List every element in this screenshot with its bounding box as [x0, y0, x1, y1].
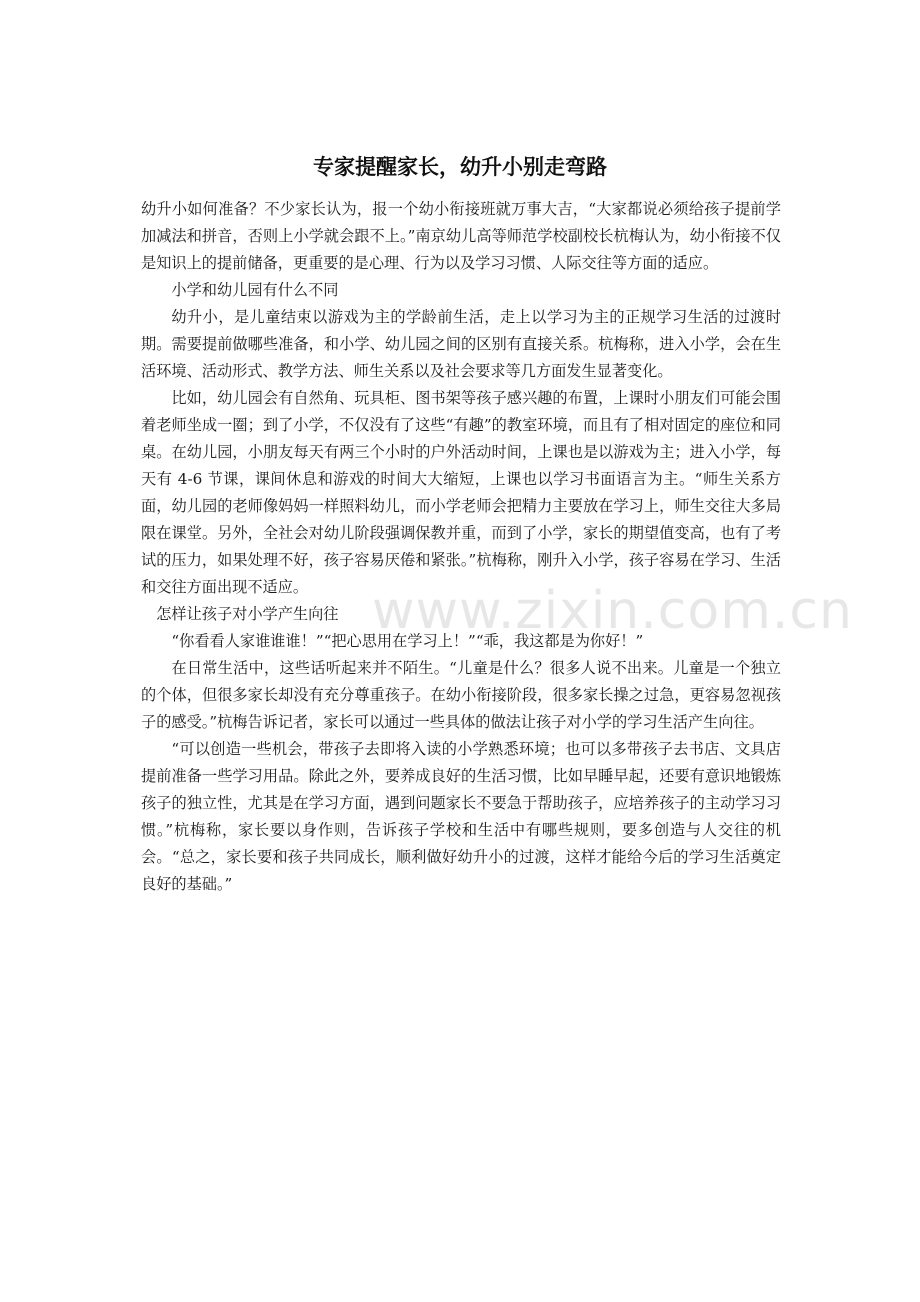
paragraph-daily-life: 在日常生活中，这些话听起来并不陌生。“儿童是什么？很多人说不出来。儿童是一个独立的个体，但很多家长却没有充分尊重孩子。在幼小衔接阶段，很多家长操之过急，更容易忽视孩子的感受。”杭梅告诉记者，家长可以通过一些具体的做法让孩子对小学的学习生活产生向往。 — [141, 659, 781, 731]
paragraph-advice: “可以创造一些机会，带孩子去即将入读的小学熟悉环境；也可以多带孩子去书店、文具店提前准备一些学习用品。除此之外，要养成良好的生活习惯，比如早睡早起，还要有意识地锻炼孩子的独立性，尤其是在学习方面，遇到问题家长不要急于帮助孩子，应培养孩子的主动学习习惯。”杭梅称，家长要以身作则，告诉孩子学校和生活中有哪些规则，要多创造与人交往的机会。“总之，家长要和孩子共同成长，顺利做好幼升小的过渡，这样才能给今后的学习生活奠定良好的基础。” — [141, 740, 781, 893]
section-heading-motivation: 怎样让孩子对小学产生向往 — [156, 605, 339, 623]
document-title: 专家提醒家长，幼升小别走弯路 — [313, 155, 607, 179]
watermark: www.zixin.com.cn — [372, 581, 853, 641]
paragraph-comparison: 比如，幼儿园会有自然角、玩具柜、图书架等孩子感兴趣的布置，上课时小朋友们可能会围着老师坐成一圈；到了小学，不仅没有了这些“有趣”的教室环境，而且有了相对固定的座位和同桌。在幼儿园，小朋友每天有两三个小时的户外活动时间，上课也是以游戏为主；进入小学，每天有 4-6 节课，课间休息和游戏的时间大大缩短，上课也以学习书面语言为主。“师生关系方面，幼儿园的老师像妈妈一样照料幼儿，而小学老师会把精力主要放在学习上，师生交往大多局限在课堂。另外，全社会对幼儿阶段强调保教并重，而到了小学，家长的期望值变高，也有了考试的压力，如果处理不好，孩子容易厌倦和紧张。”杭梅称，刚升入小学，孩子容易在学习、生活和交往方面出现不适应。 — [141, 389, 781, 596]
paragraph-intro: 幼升小如何准备？不少家长认为，报一个幼小衔接班就万事大吉，“大家都说必须给孩子提前学加减法和拼音，否则上小学就会跟不上。”南京幼儿高等师范学校副校长杭梅认为，幼小衔接不仅是知识上的提前储备，更重要的是心理、行为以及学习习惯、人际交往等方面的适应。 — [141, 200, 781, 272]
document-body — [141, 196, 781, 898]
paragraph-transition-period: 幼升小，是儿童结束以游戏为主的学龄前生活，走上以学习为主的正规学习生活的过渡时期。需要提前做哪些准备，和小学、幼儿园之间的区别有直接关系。杭梅称，进入小学，会在生活环境、活动形式、教学方法、师生关系以及社会要求等几方面发生显著变化。 — [141, 308, 781, 380]
section-heading-difference: 小学和幼儿园有什么不同 — [171, 281, 339, 299]
paragraph-quotes: “你看看人家谁谁谁！”“把心思用在学习上！”“乖，我这都是为你好！” — [171, 632, 644, 650]
